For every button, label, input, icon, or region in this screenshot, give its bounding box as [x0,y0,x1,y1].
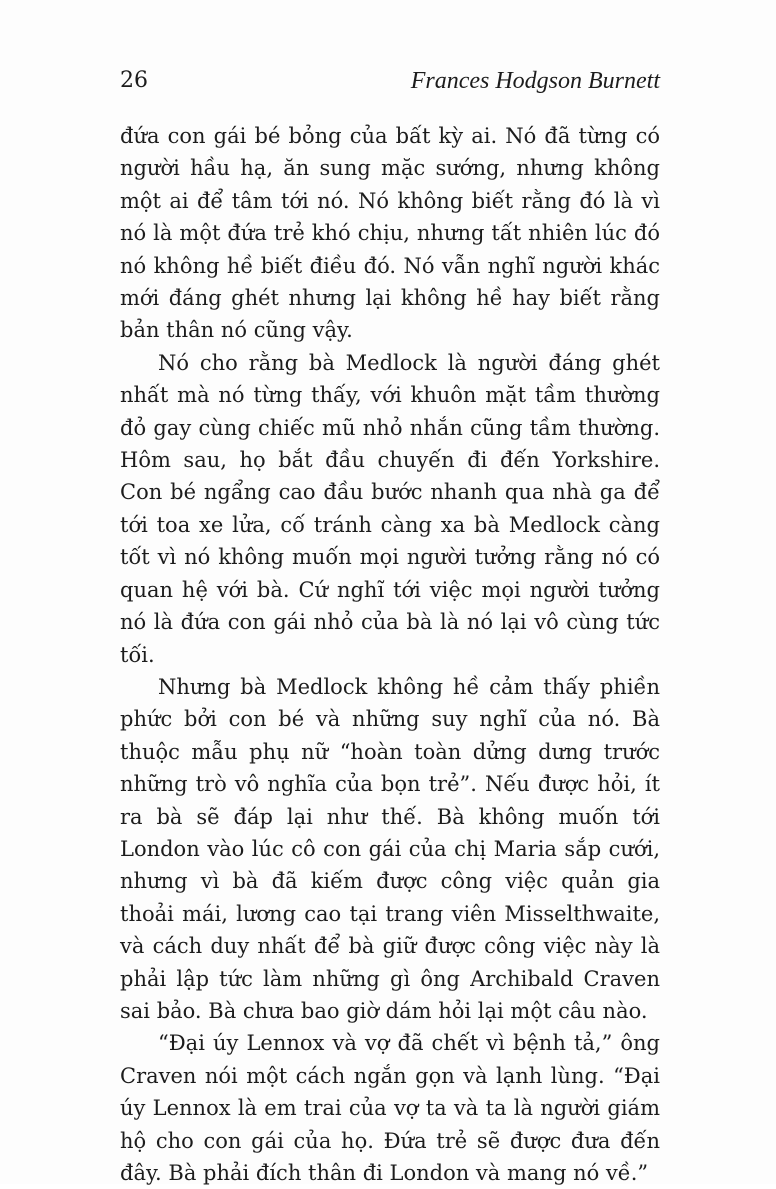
paragraph-medlock-job: Nhưng bà Medlock không hề cảm thấy phiền phức bởi con bé và những suy nghĩ của nó. Bà thuộc mẫu phụ nữ “hoàn toàn dửng dưng trước những trò vô nghĩa của bọn trẻ”. Nếu được hỏi, ít ra bà sẽ đáp lại như thế. Bà không muốn tới London vào lúc cô con gái của chị Maria sắp cưới, nhưng vì bà đã kiếm được công việc quản gia thoải mái, lương cao tại trang viên Misselthwaite, và cách duy nhất để bà giữ được công việc này là phải lập tức làm những gì ông Archibald Craven sai bảo. Bà chưa bao giờ dám hỏi lại một câu nào. [120,674,660,1023]
paragraph-continued: đứa con gái bé bỏng của bất kỳ ai. Nó đã từng có người hầu hạ, ăn sung mặc sướng, nhưng không một ai để tâm tới nó. Nó không biết rằng đó là vì nó là một đứa trẻ khó chịu, nhưng tất nhiên lúc đó nó không hề biết điều đó. Nó vẫn nghĩ người khác mới đáng ghét nhưng lại không hề hay biết rằng bản thân nó cũng vậy. [120,124,660,343]
running-head-author: Frances Hodgson Burnett [410,68,660,94]
paragraph-medlock-description: Nó cho rằng bà Medlock là người đáng ghét nhất mà nó từng thấy, với khuôn mặt tầm thường đỏ gay cùng chiếc mũ nhỏ nhắn cũng tầm thường. Hôm sau, họ bắt đầu chuyến đi đến Yorkshire. Con bé ngẩng cao đầu bước nhanh qua nhà ga để tới toa xe lửa, cố tránh càng xa bà Medlock càng tốt vì nó không muốn mọi người tưởng rằng nó có quan hệ với bà. Cứ nghĩ tới việc mọi người tưởng nó là đứa con gái nhỏ của bà là nó lại vô cùng tức tối. [120,350,660,667]
page-number: 26 [120,68,148,93]
page-header [120,66,660,96]
body-text [120,120,660,1189]
paragraph-craven-quote: “Đại úy Lennox và vợ đã chết vì bệnh tả,” ông Craven nói một cách ngắn gọn và lạnh lùng. “Đại úy Lennox là em trai của vợ ta và ta là người giám hộ cho con gái của họ. Đứa trẻ sẽ được đưa đến đây. Bà phải đích thân đi London và mang nó về.” [120,1031,660,1185]
